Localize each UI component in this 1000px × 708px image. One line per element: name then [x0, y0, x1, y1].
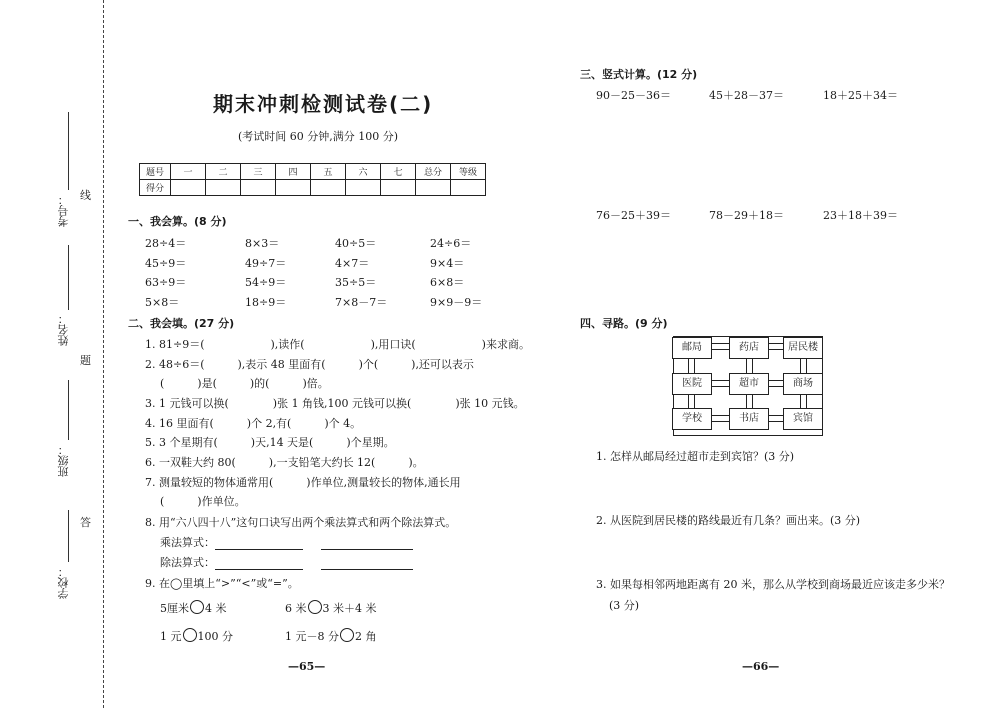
score-input-cell[interactable]: [241, 180, 276, 196]
score-table-header-row: [140, 164, 486, 180]
page-title: 期末冲刺检测试卷(二): [213, 92, 434, 116]
map-road: [746, 395, 753, 409]
map-place-supermarket: 超市: [729, 373, 769, 395]
compare-left: 5厘米: [160, 602, 189, 615]
question-3[interactable]: 3. 1 元钱可以换( )张 1 角钱,100 元钱可以换( )张 10 元钱。: [145, 397, 525, 410]
calc-item: 63÷9＝: [145, 276, 187, 289]
map-road: [712, 343, 730, 350]
map-place-hotel: 宾馆: [783, 408, 823, 430]
question-9: 9. 在◯里填上“>”“<”或“=”。: [145, 577, 299, 590]
score-input-cell[interactable]: [276, 180, 311, 196]
question-2-line-1[interactable]: 2. 48÷6＝( ),表示 48 里面有( )个( ),还可以表示: [145, 358, 474, 371]
compare-item: [285, 628, 377, 644]
division-label: 除法算式：: [160, 556, 215, 569]
route-question-3-line-2: (3 分): [609, 599, 640, 612]
compare-right: 100 分: [197, 630, 233, 643]
compare-right: 4 米: [205, 602, 227, 615]
binding-label-school: 学校：: [57, 566, 70, 599]
seal-char-line: 线: [80, 189, 91, 202]
binding-label-exam-number: 考号：: [57, 194, 70, 227]
map-place-school: 学校: [672, 408, 712, 430]
score-header-cell: 二: [206, 164, 241, 180]
score-input-cell[interactable]: [451, 180, 486, 196]
score-header-cell: 五: [311, 164, 346, 180]
route-question-2[interactable]: 2. 从医院到居民楼的路线最近有几条？画出来。(3 分): [596, 514, 861, 527]
route-question-1[interactable]: 1. 怎样从邮局经过超市走到宾馆？(3 分): [596, 450, 795, 463]
score-header-cell: 七: [381, 164, 416, 180]
score-header-cell: 题号: [140, 164, 171, 180]
route-question-3-line-1[interactable]: 3. 如果每相邻两地距离有 20 米，那么从学校到商场最近应该走多少米？: [596, 578, 950, 591]
question-1[interactable]: 1. 81÷9＝( ),读作( ),用口诀( )来求商。: [145, 338, 530, 351]
binding-label-name: 姓名：: [57, 313, 70, 346]
map-road: [768, 415, 784, 422]
seal-char-question: 题: [80, 354, 91, 367]
score-header-cell: 四: [276, 164, 311, 180]
vertical-calc-item: 18＋25＋34＝: [823, 89, 898, 102]
question-8: 8. 用“六八四十八”这句口诀写出两个乘法算式和两个除法算式。: [145, 516, 457, 529]
compare-right: 3 米＋4 米: [322, 602, 377, 615]
compare-left: 1 元: [160, 630, 182, 643]
score-header-cell: 六: [346, 164, 381, 180]
map-road: [800, 359, 807, 374]
question-4[interactable]: 4. 16 里面有( )个 2,有( )个 4。: [145, 417, 362, 430]
compare-left: 1 元－8 分: [285, 630, 339, 643]
section-4-heading: 四、寻路。(9 分): [580, 317, 668, 330]
calc-item: 7×8－7＝: [335, 296, 388, 309]
compare-left: 6 米: [285, 602, 307, 615]
map-road: [712, 380, 730, 387]
map-road: [688, 395, 695, 409]
compare-item: [160, 628, 233, 644]
question-7-line-1[interactable]: 7. 测量较短的物体通常用( )作单位,测量较长的物体,通长用: [145, 476, 461, 489]
calc-item: 9×4＝: [430, 257, 465, 270]
map-road: [688, 359, 695, 374]
calc-item: 9×9－9＝: [430, 296, 483, 309]
section-3-heading: 三、竖式计算。(12 分): [580, 68, 698, 81]
score-input-cell[interactable]: [206, 180, 241, 196]
division-answer-row: [160, 554, 413, 570]
vertical-calc-item: 45＋28－37＝: [709, 89, 784, 102]
calc-item: 24÷6＝: [430, 237, 472, 250]
score-input-cell[interactable]: [311, 180, 346, 196]
compare-item: [285, 600, 377, 616]
calc-item: 6×8＝: [430, 276, 465, 289]
vertical-calc-item: 78－29＋18＝: [709, 209, 784, 222]
vertical-calc-item: 90－25－36＝: [596, 89, 671, 102]
score-row-label: 得分: [140, 180, 171, 196]
map-road: [768, 380, 784, 387]
score-input-cell[interactable]: [381, 180, 416, 196]
score-header-cell: 一: [171, 164, 206, 180]
score-input-cell[interactable]: [416, 180, 451, 196]
score-table-score-row: [140, 180, 486, 196]
map-place-bookstore: 书店: [729, 408, 769, 430]
question-6[interactable]: 6. 一双鞋大约 80( ),一支铅笔大约长 12( )。: [145, 456, 424, 469]
section-1-heading: 一、我会算。(8 分): [128, 215, 227, 228]
calc-item: 28÷4＝: [145, 237, 187, 250]
compare-right: 2 角: [355, 630, 377, 643]
compare-item: [160, 600, 227, 616]
map-place-residential: 居民楼: [783, 337, 823, 359]
calc-item: 8×3＝: [245, 237, 280, 250]
calc-item: 40÷5＝: [335, 237, 377, 250]
compare-circle[interactable]: [190, 600, 204, 614]
question-7-line-2[interactable]: ( )作单位。: [160, 495, 246, 508]
binding-line-exam-number: [68, 112, 69, 190]
calc-item: 45÷9＝: [145, 257, 187, 270]
exam-subtitle: (考试时间 60 分钟,满分 100 分): [238, 130, 399, 143]
calc-item: 18÷9＝: [245, 296, 287, 309]
multiplication-answer-line-2[interactable]: [321, 539, 413, 550]
binding-dashed-line: [103, 0, 104, 708]
binding-line-name: [68, 245, 69, 310]
score-header-cell: 总分: [416, 164, 451, 180]
score-header-cell: 等级: [451, 164, 486, 180]
map-place-mall: 商场: [783, 373, 823, 395]
score-input-cell[interactable]: [171, 180, 206, 196]
compare-circle[interactable]: [340, 628, 354, 642]
division-answer-line-1[interactable]: [215, 559, 303, 570]
multiplication-answer-row: [160, 534, 413, 550]
map-road: [746, 359, 753, 374]
vertical-calc-item: 76－25＋39＝: [596, 209, 671, 222]
map-road: [768, 343, 784, 350]
calc-item: 54÷9＝: [245, 276, 287, 289]
division-answer-line-2[interactable]: [321, 559, 413, 570]
multiplication-answer-line-1[interactable]: [215, 539, 303, 550]
vertical-calc-item: 23＋18＋39＝: [823, 209, 898, 222]
binding-line-class: [68, 380, 69, 440]
page-number-right: —66—: [742, 660, 780, 673]
map-place-post-office: 邮局: [672, 337, 712, 359]
map-place-pharmacy: 药店: [729, 337, 769, 359]
score-input-cell[interactable]: [346, 180, 381, 196]
calc-item: 35÷5＝: [335, 276, 377, 289]
score-header-cell: 三: [241, 164, 276, 180]
binding-label-class: 班级：: [57, 444, 70, 477]
question-2-line-2[interactable]: ( )是( )的( )倍。: [160, 377, 329, 390]
seal-char-answer: 答: [80, 516, 91, 529]
calc-item: 4×7＝: [335, 257, 370, 270]
compare-circle[interactable]: [183, 628, 197, 642]
page-number-left: —65—: [288, 660, 326, 673]
map-road: [712, 415, 730, 422]
calc-item: 49÷7＝: [245, 257, 287, 270]
section-2-heading: 二、我会填。(27 分): [128, 317, 235, 330]
map-place-hospital: 医院: [672, 373, 712, 395]
map-road: [800, 395, 807, 409]
question-5[interactable]: 5. 3 个星期有( )天,14 天是( )个星期。: [145, 436, 395, 449]
calc-item: 5×8＝: [145, 296, 180, 309]
multiplication-label: 乘法算式：: [160, 536, 215, 549]
compare-circle[interactable]: [308, 600, 322, 614]
binding-line-school: [68, 510, 69, 562]
score-table: [139, 163, 486, 196]
